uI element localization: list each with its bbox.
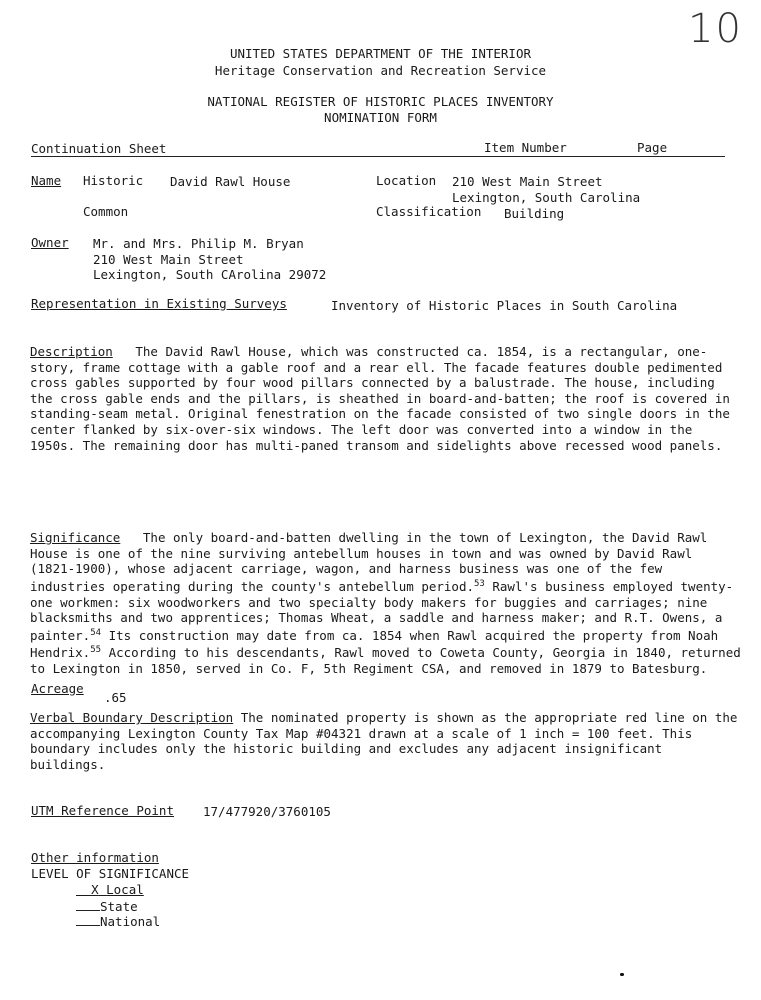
continuation-sheet-label: Continuation Sheet [31,141,167,156]
national-blank [76,913,100,926]
location-street: 210 West Main Street [452,174,603,189]
location-label: Location [376,173,437,188]
significance-text-2: Rawl's business employed twenty-one workmen: six woodworkers and two specialty body makers for buggies and carriages; nine blacksmiths and two apprentices; Thomas Wheat, a saddle and harness maker; and R.T. Owens, a painter. [30,578,734,643]
historic-name: David Rawl House [170,174,291,189]
utm-value: 17/477920/3760105 [203,804,331,819]
description-section [30,344,742,453]
footnote-55: 55 [90,645,102,656]
footnote-53: 53 [474,578,485,589]
page-number: 10 [688,6,743,52]
classification-value: Building [504,206,565,221]
owner-city: Lexington, South CArolina 29072 [93,267,327,282]
significance-section [30,530,742,677]
significance-text-1: The only board-and-batten dwelling in the town of Lexington, the David Rawl House is one of the nine surviving antebellum houses in town and was owned by David Rawl (1821-1900), whose adjacent carriage, wagon, and harness business was one of the few industries operating during the county's antebellum period. [30,530,708,594]
header-form: NOMINATION FORM [324,110,437,125]
boundary-section [30,710,742,772]
footnote-54: 54 [90,627,102,638]
significance-national: National [76,913,160,929]
representation-value: Inventory of Historic Places in South Carolina [331,298,678,313]
significance-text-4: According to his descendants, Rawl moved to Coweta County, Georgia in 1840, returned to Lexington in 1850, served in Co. F, 5th Regiment CSA, and removed in 1879 to Batesburg. [30,645,741,677]
acreage-value: .65 [104,690,127,705]
state-blank [76,898,100,911]
location-city: Lexington, South Carolina [452,190,641,205]
local-mark: X [91,882,99,897]
significance-local: X Local [76,882,144,897]
level-of-significance-label: LEVEL OF SIGNIFICANCE [31,866,190,881]
common-label: Common [83,204,129,219]
owner-street: 210 West Main Street [93,252,244,267]
header-service: Heritage Conservation and Recreation Service [214,63,547,78]
owner-label: Owner [31,235,69,250]
boundary-label: Verbal Boundary Description [30,710,234,725]
historic-label: Historic [83,173,144,188]
acreage-label: Acreage [31,681,84,696]
significance-label: Significance [30,530,121,545]
header-register: NATIONAL REGISTER OF HISTORIC PLACES INVENTORY [207,94,554,109]
name-label: Name [31,173,62,188]
description-text: The David Rawl House, which was constructed ca. 1854, is a rectangular, one-story, frame cottage with a gable roof and a rear ell. The facade features double pedimented cross gables supported by four wood pillars connected by a balustrade. The house, including the cross gable ends and the pillars, is sheathed in board-and-batten; the roof is covered in standing-seam metal. Original fenestration on the facade consisted of two single doors in the center flanked by six-over-six windows. The left door was converted into a window in the 1950s. The remaining door has multi-paned transom and sidelights above recessed wood panels. [30,344,730,453]
continuation-rule [31,156,725,157]
item-number-label: Item Number [484,140,567,155]
classification-label: Classification [376,204,482,219]
description-label: Description [30,344,113,359]
boundary-text: The nominated property is shown as the appropriate red line on the accompanying Lexington County Tax Map #04321 drawn at a scale of 1 inch = 100 feet. This boundary includes only the historic building and excludes any adjacent insignificant buildings. [30,710,738,772]
header-department: UNITED STATES DEPARTMENT OF THE INTERIOR [229,46,532,61]
page-label: Page [637,140,668,155]
representation-label: Representation in Existing Surveys [31,296,287,311]
scan-speck [620,973,624,976]
owner-name: Mr. and Mrs. Philip M. Bryan [93,236,304,251]
other-information-label: Other information [31,850,159,865]
significance-text-3: Its construction may date from ca. 1854 when Rawl acquired the property from Noah Hendrix. [30,627,719,661]
significance-state: State [76,898,138,914]
utm-label: UTM Reference Point [31,803,174,818]
